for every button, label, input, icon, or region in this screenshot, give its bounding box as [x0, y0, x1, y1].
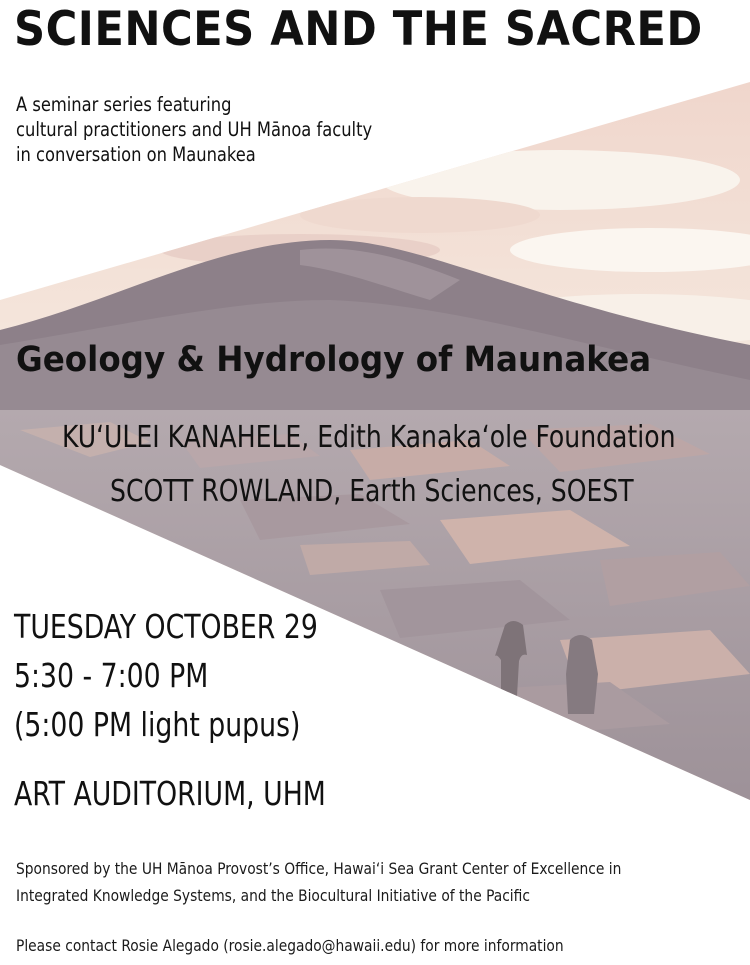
event-date: TUESDAY OCTOBER 29: [14, 607, 318, 646]
series-description-line: in conversation on Maunakea: [16, 143, 256, 166]
speaker-1: KU‘ULEI KANAHELE, Edith Kanaka‘ole Foundation: [62, 420, 676, 455]
poster-title: SCIENCES AND THE SACRED: [14, 2, 703, 57]
series-description-line: cultural practitioners and UH Mānoa faculty: [16, 118, 373, 141]
event-pupus-note: (5:00 PM light pupus): [14, 705, 301, 744]
event-schedule: [14, 602, 318, 749]
sponsor-line: Sponsored by the UH Mānoa Provost’s Office, Hawai‘i Sea Grant Center of Excellence in: [16, 859, 622, 878]
series-description: [16, 92, 372, 167]
series-description-line: A seminar series featuring: [16, 93, 232, 116]
speaker-2: SCOTT ROWLAND, Earth Sciences, SOEST: [110, 474, 634, 509]
sponsor-line: Integrated Knowledge Systems, and the Biocultural Initiative of the Pacific: [16, 886, 530, 905]
contact-info: Please contact Rosie Alegado (rosie.alegado@hawaii.edu) for more information: [16, 936, 564, 955]
sponsor-statement: [16, 855, 621, 909]
event-venue: ART AUDITORIUM, UHM: [14, 774, 326, 813]
seminar-title: Geology & Hydrology of Maunakea: [16, 340, 652, 380]
event-time: 5:30 - 7:00 PM: [14, 656, 209, 695]
